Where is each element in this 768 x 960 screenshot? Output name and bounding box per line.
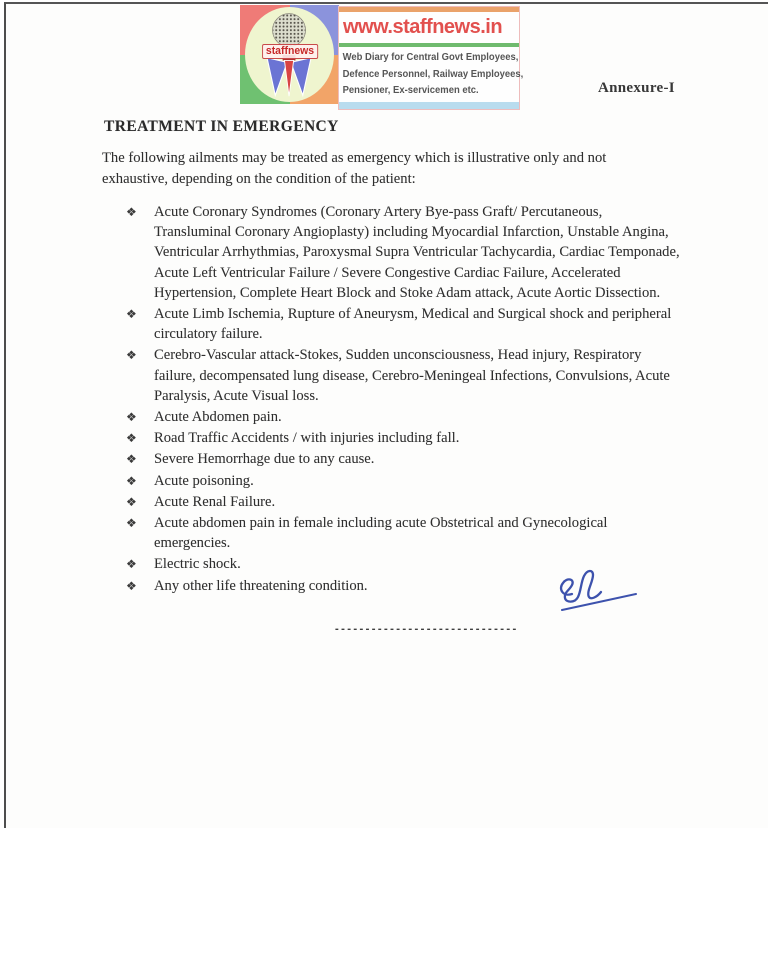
list-item-text: Acute abdomen pain in female including acute Obstetrical and Gynecological emergencies.	[154, 515, 608, 552]
list-item-text: Any other life threatening condition.	[154, 577, 368, 594]
list-item	[124, 407, 680, 427]
list-item	[124, 471, 680, 491]
list-item	[124, 304, 680, 344]
suit-lapel-left	[267, 58, 287, 96]
list-item	[124, 202, 680, 303]
scanned-page	[4, 2, 768, 828]
staffnews-logo	[240, 5, 339, 104]
dashed-separator: ------------------------------	[334, 624, 518, 635]
list-item	[124, 345, 680, 406]
list-item-text: Acute Limb Ischemia, Rupture of Aneurysm, Medical and Surgical shock and peripheral circulatory failure.	[154, 306, 672, 343]
list-item-text: Acute Abdomen pain.	[154, 409, 282, 426]
logo-ellipse	[245, 7, 334, 102]
diamond-bullet-icon: ❖	[126, 578, 137, 593]
tagline-line-3: Pensioner, Ex-servicemen etc.	[342, 84, 479, 96]
diamond-bullet-icon: ❖	[126, 431, 137, 446]
diamond-bullet-icon: ❖	[126, 410, 137, 425]
banner-tagline	[339, 49, 524, 99]
diamond-bullet-icon: ❖	[126, 348, 137, 363]
site-url: www.staffnews.in	[343, 16, 503, 38]
list-item-text: Electric shock.	[154, 556, 241, 573]
document-title: TREATMENT IN EMERGENCY	[104, 118, 339, 135]
suit-lapel-right	[291, 58, 311, 96]
list-item-text: Severe Hemorrhage due to any cause.	[154, 451, 375, 468]
diamond-bullet-icon: ❖	[126, 557, 137, 572]
list-item-text: Acute Coronary Syndromes (Coronary Artery Bye-pass Graft/ Percutaneous, Transluminal Coronary Angioplasty) including Myocardial Infarction, Unstable Angina, Ventricular Arrhythmias, Paroxysmal Supra Ventricular Tachycardia, Cardiac Temponade, Acute Left Ventricular Failure / Severe Congestive Cardiac Failure, Accelerated Hypertension, Complete Heart Block and Stoke Adam attack, Acute Aortic Dissection.	[154, 204, 680, 301]
signature-scribble	[550, 556, 642, 620]
list-item	[124, 492, 680, 512]
list-item-text: Cerebro-Vascular attack-Stokes, Sudden unconsciousness, Head injury, Respiratory failure, decompensated lung disease, Cerebro-Meningeal Infections, Convulsions, Acute Paralysis, Acute Visual loss.	[154, 347, 670, 404]
diamond-bullet-icon: ❖	[126, 473, 137, 488]
diamond-bullet-icon: ❖	[126, 307, 137, 322]
microphone-head	[273, 14, 306, 47]
list-item-text: Acute poisoning.	[154, 472, 254, 489]
diamond-bullet-icon: ❖	[126, 516, 137, 531]
diamond-bullet-icon: ❖	[126, 205, 137, 219]
logo-badge-text: staffnews	[262, 44, 318, 59]
list-item	[124, 449, 680, 469]
list-item	[124, 428, 680, 448]
intro-paragraph: The following ailments may be treated as emergency which is illustrative only and not exhaustive, depending on the condition of the patient:	[102, 150, 607, 187]
tagline-line-2: Defence Personnel, Railway Employees,	[342, 67, 524, 80]
list-item-text: Road Traffic Accidents / with injuries including fall.	[154, 430, 460, 447]
banner-bottom-bar	[339, 102, 519, 109]
tie	[284, 60, 293, 96]
diamond-bullet-icon: ❖	[126, 494, 137, 509]
annexure-label: Annexure-I	[598, 80, 675, 96]
banner-divider-bar	[339, 43, 519, 47]
masthead-banner	[338, 6, 524, 110]
diamond-bullet-icon: ❖	[126, 452, 137, 467]
list-item	[124, 513, 680, 553]
ailment-list	[124, 202, 680, 597]
tagline-line-1: Web Diary for Central Govt Employees,	[342, 51, 519, 63]
list-item-text: Acute Renal Failure.	[154, 493, 276, 510]
